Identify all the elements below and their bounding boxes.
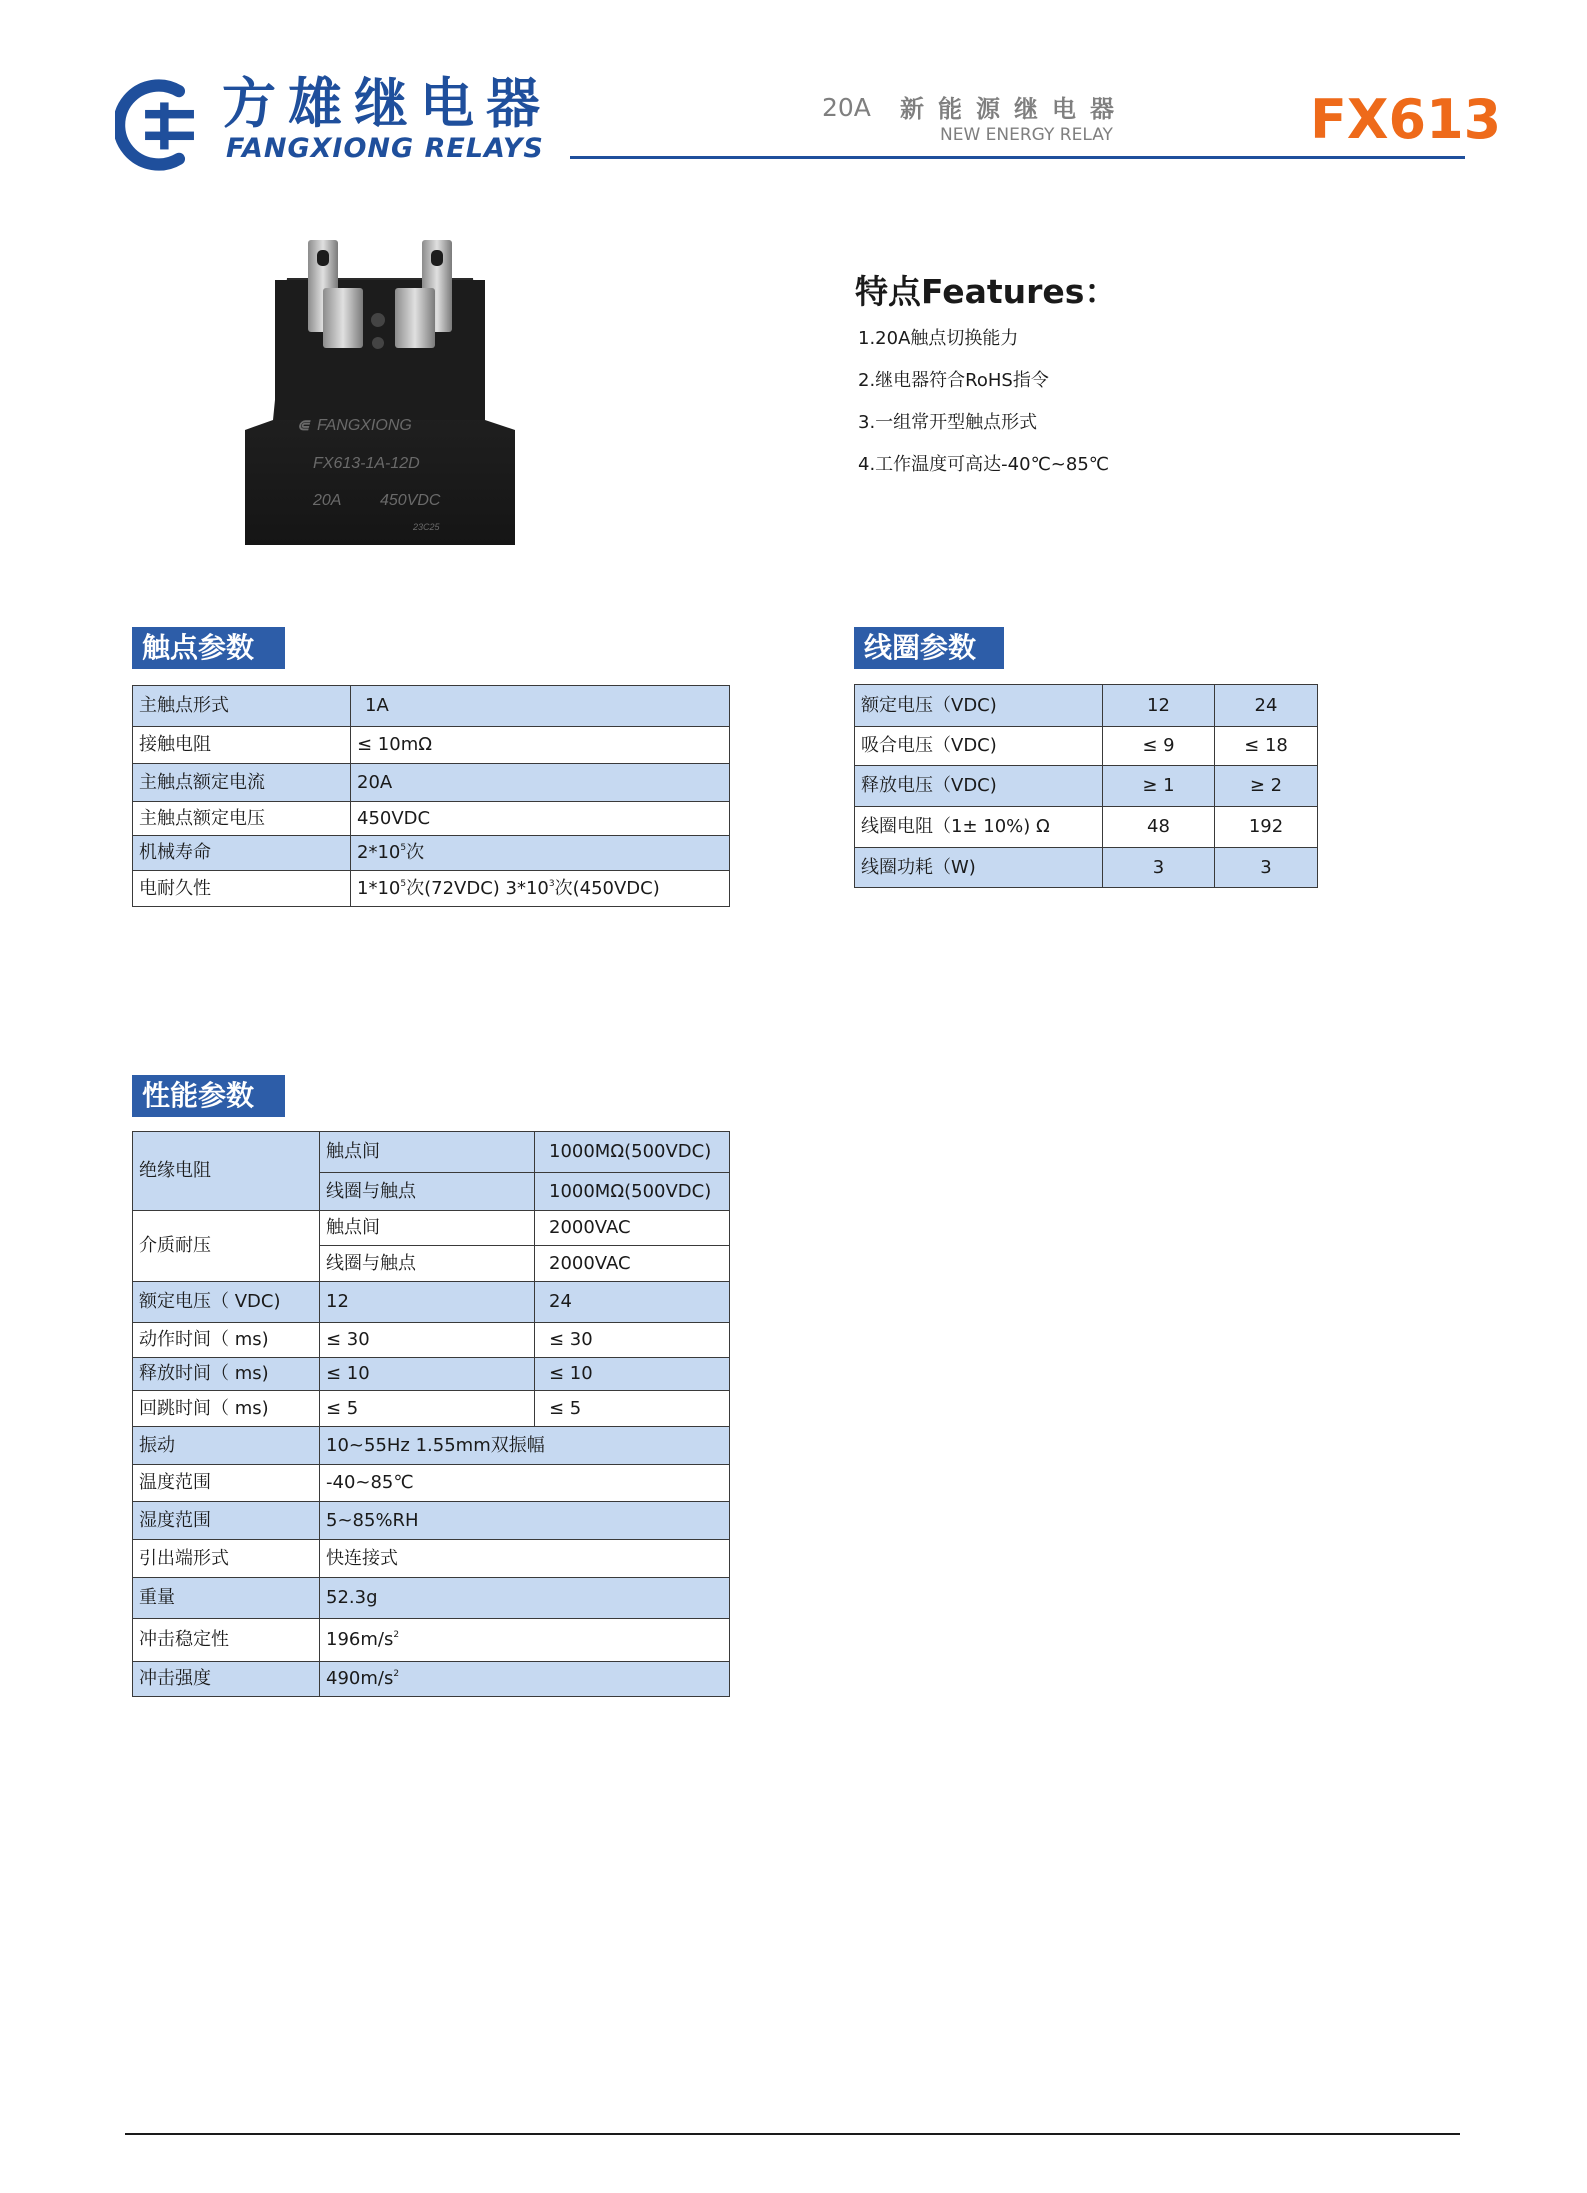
row-label: 湿度范围: [133, 1502, 320, 1540]
table-row: [133, 1540, 730, 1578]
row-value-a: 12: [320, 1282, 535, 1323]
row-value-b: ≤ 10: [535, 1358, 730, 1391]
table-row: [133, 1427, 730, 1465]
relay-product-photo: [245, 240, 515, 545]
coil-params-table: [854, 684, 1318, 888]
row-value-12v: 48: [1103, 807, 1215, 848]
table-row: [855, 848, 1318, 888]
row-label: 介质耐压: [133, 1211, 320, 1282]
table-row: [133, 836, 730, 871]
company-logo-icon: [115, 78, 209, 172]
row-value-24v: 3: [1215, 848, 1318, 888]
photo-label-current: 20A: [313, 492, 342, 509]
table-row: [133, 1662, 730, 1697]
row-value-b: 24: [535, 1282, 730, 1323]
coil-params-title: 线圈参数: [854, 627, 1004, 669]
photo-label-model: FX613-1A-12D: [313, 455, 420, 472]
performance-params-title: 性能参数: [132, 1075, 285, 1117]
row-label: 主触点额定电流: [133, 764, 351, 802]
photo-label-brand: FANGXIONG: [317, 417, 412, 434]
row-label: 线圈功耗（W): [855, 848, 1103, 888]
row-value: 5~85%RH: [320, 1502, 730, 1540]
photo-label-voltage: 450VDC: [380, 492, 441, 509]
row-value-12v: 12: [1103, 685, 1215, 727]
row-label: 电耐久性: [133, 871, 351, 907]
table-row: [133, 871, 730, 907]
header-current-rating: 20A: [822, 93, 871, 122]
row-value-12v: ≥ 1: [1103, 766, 1215, 807]
row-label: 绝缘电阻: [133, 1132, 320, 1211]
row-value: $196m/s^2$: [320, 1619, 730, 1662]
model-number: FX613: [1310, 88, 1502, 151]
row-value: 快连接式: [320, 1540, 730, 1578]
row-label: 释放时间（ ms): [133, 1358, 320, 1391]
row-value: ≤ 10mΩ: [351, 727, 730, 764]
row-label: 回跳时间（ ms): [133, 1391, 320, 1427]
row-label: 动作时间（ ms): [133, 1323, 320, 1358]
row-value-a: ≤ 10: [320, 1358, 535, 1391]
header-divider: [570, 156, 1465, 159]
header-product-type-chinese: 新能源继电器: [900, 95, 1128, 123]
row-value: -40~85℃: [320, 1465, 730, 1502]
row-value: 1000MΩ(500VDC): [535, 1132, 730, 1173]
row-value: 20A: [351, 764, 730, 802]
row-value: $490m/s^2$: [320, 1662, 730, 1697]
row-label: 吸合电压（VDC): [855, 727, 1103, 766]
features-title: 特点Features：: [855, 272, 1118, 311]
row-sublabel: 线圈与触点: [320, 1246, 535, 1282]
row-label: 接触电阻: [133, 727, 351, 764]
feature-item: 3.一组常开型触点形式: [858, 412, 1038, 433]
row-label: 冲击强度: [133, 1662, 320, 1697]
table-row: [133, 1282, 730, 1323]
row-value-24v: 24: [1215, 685, 1318, 727]
row-label: 引出端形式: [133, 1540, 320, 1578]
row-value: 10~55Hz 1.55mm双振幅: [320, 1427, 730, 1465]
row-label: 冲击稳定性: [133, 1619, 320, 1662]
brand-name-chinese: 方雄继电器: [222, 72, 552, 135]
row-label: 主触点形式: [133, 686, 351, 727]
feature-item: 2.继电器符合RoHS指令: [858, 370, 1049, 391]
table-row: [133, 1465, 730, 1502]
row-label: 重量: [133, 1578, 320, 1619]
row-label: 主触点额定电压: [133, 802, 351, 836]
row-value-24v: 192: [1215, 807, 1318, 848]
table-row: [133, 1323, 730, 1358]
table-row: [133, 802, 730, 836]
row-label: 线圈电阻（1± 10%) Ω: [855, 807, 1103, 848]
row-label: 机械寿命: [133, 836, 351, 871]
row-value: 52.3g: [320, 1578, 730, 1619]
table-row: [133, 1391, 730, 1427]
row-value-a: ≤ 30: [320, 1323, 535, 1358]
row-value: $2*10^5$次: [351, 836, 730, 871]
table-row: [855, 685, 1318, 727]
brand-name-english: FANGXIONG RELAYS: [226, 133, 544, 164]
row-value: 2000VAC: [535, 1246, 730, 1282]
table-row: [133, 727, 730, 764]
row-value-b: ≤ 5: [535, 1391, 730, 1427]
table-row: [133, 1358, 730, 1391]
row-value: 2000VAC: [535, 1211, 730, 1246]
row-value: 450VDC: [351, 802, 730, 836]
row-label: 额定电压（ VDC): [133, 1282, 320, 1323]
row-value-12v: ≤ 9: [1103, 727, 1215, 766]
table-row: [133, 1211, 730, 1246]
row-value-b: ≤ 30: [535, 1323, 730, 1358]
contact-params-table: [132, 685, 730, 907]
performance-params-table: [132, 1131, 730, 1697]
feature-item: 1.20A触点切换能力: [858, 328, 1019, 349]
table-row: [133, 1132, 730, 1173]
row-value-12v: 3: [1103, 848, 1215, 888]
row-value-24v: ≥ 2: [1215, 766, 1318, 807]
footer-divider: [125, 2133, 1460, 2135]
row-value: 1A: [351, 686, 730, 727]
row-value: $1*10^5$次(72VDC) $3*10^3$次(450VDC): [351, 871, 730, 907]
row-value-a: ≤ 5: [320, 1391, 535, 1427]
contact-params-title: 触点参数: [132, 627, 285, 669]
table-row: [133, 686, 730, 727]
row-sublabel: 线圈与触点: [320, 1173, 535, 1211]
table-row: [133, 1502, 730, 1540]
table-row: [855, 766, 1318, 807]
row-value: 1000MΩ(500VDC): [535, 1173, 730, 1211]
table-row: [855, 807, 1318, 848]
row-label: 温度范围: [133, 1465, 320, 1502]
feature-item: 4.工作温度可高达-40℃~85℃: [858, 454, 1109, 475]
row-label: 振动: [133, 1427, 320, 1465]
photo-label-code: 23C25: [413, 522, 440, 532]
svg-text:⋐: ⋐: [297, 417, 310, 434]
table-row: [133, 1578, 730, 1619]
table-row: [855, 727, 1318, 766]
header-product-type-english: NEW ENERGY RELAY: [940, 125, 1113, 145]
row-label: 释放电压（VDC): [855, 766, 1103, 807]
row-label: 额定电压（VDC): [855, 685, 1103, 727]
table-row: [133, 764, 730, 802]
row-sublabel: 触点间: [320, 1132, 535, 1173]
row-value-24v: ≤ 18: [1215, 727, 1318, 766]
row-sublabel: 触点间: [320, 1211, 535, 1246]
table-row: [133, 1619, 730, 1662]
